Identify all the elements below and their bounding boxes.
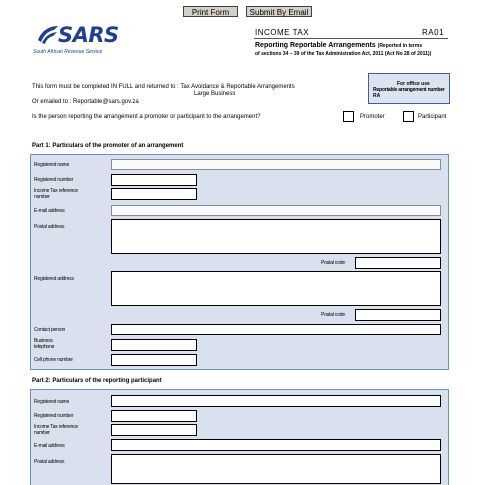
office-use-box (368, 73, 450, 104)
part2-panel (30, 389, 449, 485)
part1-income-tax-ref-input[interactable] (111, 188, 197, 200)
form-category: INCOME TAX (255, 28, 310, 37)
part1-postal-address-input[interactable] (111, 219, 441, 254)
part1-contact-person-input[interactable] (111, 324, 441, 335)
form-title-note: (Reported in terms (377, 43, 423, 49)
office-use-prefix: RA (373, 93, 381, 99)
sars-logo-text: SARS (58, 23, 119, 47)
part1-panel (30, 154, 449, 370)
part2-heading: Part 2: Particulars of the reporting participant (32, 378, 162, 384)
part1-email-label: E-mail address (34, 208, 65, 214)
part2-income-tax-ref-label: Income Tax reference number (34, 424, 78, 436)
form-code: RA01 (422, 28, 445, 37)
part2-income-tax-ref-input[interactable] (111, 424, 197, 436)
part1-postal-address-label: Postal address (34, 224, 65, 230)
office-use-line2: Reportable arrangement number (373, 87, 445, 93)
form-title (255, 42, 450, 50)
part2-registered-number-input[interactable] (111, 410, 197, 422)
office-use-label: For office use (397, 81, 430, 87)
part1-postal-code-label: Postal code (321, 260, 345, 266)
part1-registered-address-input[interactable] (111, 271, 441, 306)
sars-logo-icon (36, 24, 60, 46)
part1-postal-code2-input[interactable] (355, 309, 441, 321)
submit-by-email-button[interactable]: Submit By Email (246, 6, 312, 17)
part2-email-input[interactable] (111, 439, 441, 451)
intro-line-1b: Large Business (194, 91, 236, 97)
promoter-label: Promoter (360, 114, 385, 120)
part1-postal-code2-label: Postal code (321, 312, 345, 318)
part1-registered-number-input[interactable] (111, 174, 197, 186)
part1-cell-phone-label: Cell phone number (34, 357, 73, 363)
part2-registered-name-label: Registered name (34, 399, 70, 405)
part1-postal-code-input[interactable] (355, 257, 441, 269)
part1-contact-person-label: Contact person (34, 327, 66, 333)
participant-checkbox[interactable] (403, 111, 414, 122)
promoter-participant-question: Is the person reporting the arrangement a promoter or participant to the arrangement? (32, 114, 261, 120)
part2-email-label: E-mail address (34, 443, 65, 449)
part1-business-telephone-label: Business telephone (34, 338, 55, 350)
part1-registered-name-input[interactable] (111, 159, 441, 170)
part1-cell-phone-input[interactable] (111, 354, 197, 366)
part1-business-telephone-input[interactable] (111, 339, 197, 351)
print-form-button[interactable]: Print Form (183, 6, 238, 17)
part1-registered-name-label: Registered name (34, 162, 70, 168)
part1-registered-address-label: Registered address (34, 276, 74, 282)
part1-income-tax-ref-label: Income Tax reference number (34, 188, 78, 200)
participant-label: Participant (418, 114, 447, 120)
part2-registered-number-label: Registered number (34, 413, 74, 419)
logo-subtitle: South African Revenue Service (33, 49, 103, 55)
promoter-checkbox[interactable] (343, 111, 354, 122)
part1-heading: Part 1: Particulars of the promoter of an arrangement (32, 143, 184, 149)
intro-line-2: Or emailed to : Reportable@sars.gov.za (32, 99, 139, 105)
part2-registered-name-input[interactable] (111, 395, 441, 407)
part2-postal-address-label: Postal address (34, 459, 65, 465)
intro-line-1: This form must be completed IN FULL and returned to : Tax Avoidance & Reportable Arrangements (32, 84, 295, 90)
part1-registered-number-label: Registered number (34, 177, 74, 183)
part1-email-input[interactable] (111, 205, 441, 216)
form-subtitle: of sections 34 – 39 of the Tax Administration Act, 2011 (Act No 28 of 2011)) (255, 51, 432, 57)
header-divider (254, 38, 448, 39)
form-title-main: Reporting Reportable Arrangements (255, 42, 376, 49)
